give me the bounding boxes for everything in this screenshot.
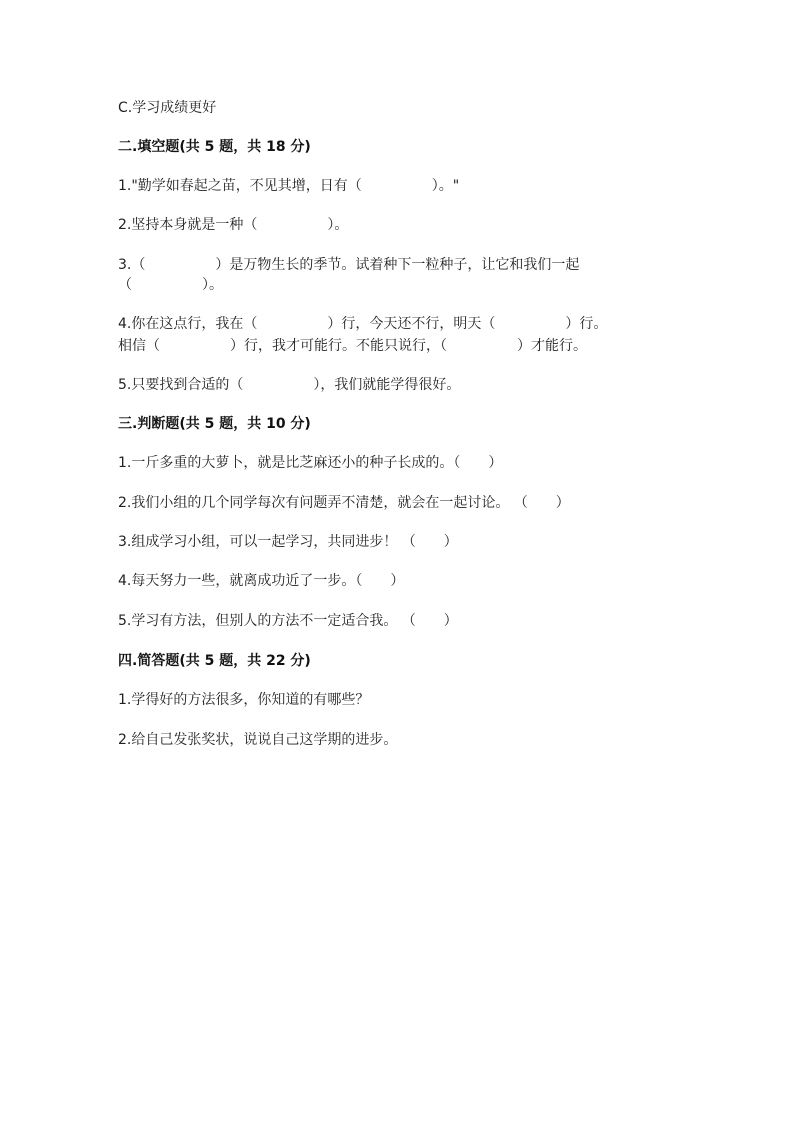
section-short-answer-title: 四.简答题(共 5 题，共 22 分) [118, 653, 311, 669]
short-answer-question-1: 1.学得好的方法很多，你知道的有哪些？ [118, 692, 370, 708]
true-false-question-5: 5.学习有方法，但别人的方法不一定适合我。 （ ） [118, 613, 458, 629]
fill-blank-question-2: 2.坚持本身就是一种（ ）。 [118, 217, 349, 233]
short-answer-question-2: 2.给自己发张奖状，说说自己这学期的进步。 [118, 732, 398, 748]
fill-blank-question-4-line-1: 4.你在这点行，我在（ ）行，今天还不行，明天（ ）行。 [118, 316, 608, 332]
section-true-false-title: 三.判断题(共 5 题，共 10 分) [118, 416, 311, 432]
fill-blank-question-1: 1."勤学如春起之苗，不见其增，日有（ ）。" [118, 178, 460, 194]
true-false-question-4: 4.每天努力一些，就离成功近了一步。（ ） [118, 573, 405, 589]
fill-blank-question-3-line-1: 3.（ ）是万物生长的季节。试着种下一粒种子，让它和我们一起 [118, 257, 580, 273]
fill-blank-question-4-line-2: 相信（ ）行，我才可能行。不能只说行，（ ）才能行。 [118, 338, 587, 354]
true-false-question-1: 1.一斤多重的大萝卜，就是比芝麻还小的种子长成的。（ ） [118, 455, 503, 471]
fill-blank-question-5: 5.只要找到合适的（ ），我们就能学得很好。 [118, 377, 461, 393]
section-fill-blank-title: 二.填空题(共 5 题，共 18 分) [118, 139, 311, 155]
option-c: C.学习成绩更好 [118, 100, 217, 116]
true-false-question-3: 3.组成学习小组，可以一起学习，共同进步！ （ ） [118, 534, 458, 550]
true-false-question-2: 2.我们小组的几个同学每次有问题弄不清楚，就会在一起讨论。 （ ） [118, 495, 570, 511]
fill-blank-question-3-line-2: （ ）。 [118, 277, 223, 293]
